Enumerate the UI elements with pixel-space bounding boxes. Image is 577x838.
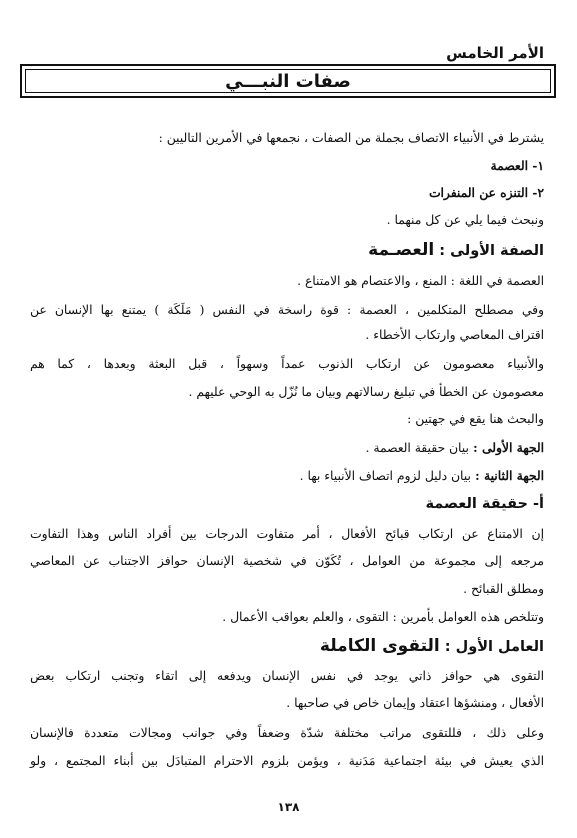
- paragraph-line: والأنبياء معصومون عن ارتكاب الذنوب عمداً وسهواً ، قبل البعثة وبعدها ، كما هم: [30, 357, 544, 371]
- paragraph-line: وتتلخص هذه العوامل بأمرين : التقوى ، والعلم بعواقب الأعمال .: [222, 610, 544, 624]
- aspect-text-2: بيان دليل لزوم اتصاف الأنبياء بها .: [299, 469, 471, 483]
- paragraph-line: الأفعال ، ومنشؤها اعتقاد وإيمان خاص في صاحبها .: [286, 696, 544, 710]
- section-heading-1-prefix: الصفة الأولى :: [434, 243, 544, 259]
- factor-heading-prefix: العامل الأول :: [439, 639, 544, 655]
- section-heading-1: [30, 242, 544, 259]
- subsection-heading: أ- حقيقة العصمة: [425, 496, 544, 512]
- paragraph-line: معصومون عن الخطأ في تبليغ رسالاتهم وبيان ما نُزّل به الوحي عليهم .: [188, 385, 544, 399]
- intro-line: يشترط في الأنبياء الاتصاف بجملة من الصفات ، نجمعها في الأمرين التاليين :: [158, 131, 544, 145]
- paragraph-line: وعلى ذلك ، فللتقوى مراتب مختلفة شدّة وضعفاً وفي جوانب ومجالات متعددة فالإنسان: [30, 726, 544, 740]
- aspect-line-1: [30, 440, 544, 456]
- paragraph-line: والبحث هنا يقع في جهتين :: [407, 412, 544, 426]
- paragraph-line: اقتراف المعاصي وارتكاب الأخطاء .: [365, 328, 544, 342]
- page-title: صفات النبـــي: [225, 70, 351, 92]
- intro-closing-line: ونبحث فيما يلي عن كل منهما .: [386, 213, 544, 227]
- paragraph-line: العصمة في اللغة : المنع ، والاعتصام هو الامتناع .: [297, 274, 544, 288]
- title-inner-frame: [25, 69, 551, 93]
- paragraph-line: وفي مصطلح المتكلمين ، العصمة : قوة راسخة في النفس ( مَلَكَة ) يمتنع بها الإنسان عن: [30, 303, 544, 317]
- list-item-1: ١- العصمة: [490, 158, 544, 173]
- aspect-label-1: الجهة الأولى :: [468, 440, 544, 455]
- paragraph-line: إن الامتناع عن ارتكاب قبائح الأفعال ، أمر متفاوت الدرجات بين أفراد الناس وهذا التفاوت: [30, 527, 544, 541]
- aspect-label-2: الجهة الثانية :: [470, 468, 544, 483]
- section-heading-1-term: العصـمة: [368, 240, 435, 260]
- aspect-line-2: [30, 468, 544, 484]
- list-item-2: ٢- التنزه عن المنفرات: [428, 185, 544, 200]
- chapter-heading: الأمر الخامس: [446, 44, 544, 62]
- paragraph-line: التقوى هي حوافز ذاتي يوجد في نفس الإنسان ويدفعه إلى اتقاء وتجنب ارتكاب بعض: [30, 669, 544, 683]
- paragraph-line: مرجعه إلى مجموعة من العوامل ، تُكَوّن في شخصية الإنسان حوافز الاجتناب عن المعاصي: [30, 554, 544, 568]
- factor-heading-term: التقوى الكاملة: [319, 636, 440, 656]
- paragraph-line: ومطلق القبائح .: [463, 582, 544, 596]
- paragraph-line: الذي يعيش في بيئة اجتماعية مَدَنية ، ويؤمن بلزوم الاحترام المتبادَل بين أبناء المجتمع ، ولو: [30, 754, 544, 768]
- aspect-text-1: بيان حقيقة العصمة .: [365, 441, 469, 455]
- page-number: ١٣٨: [277, 800, 300, 814]
- factor-heading: [30, 638, 544, 655]
- title-frame: [20, 64, 556, 98]
